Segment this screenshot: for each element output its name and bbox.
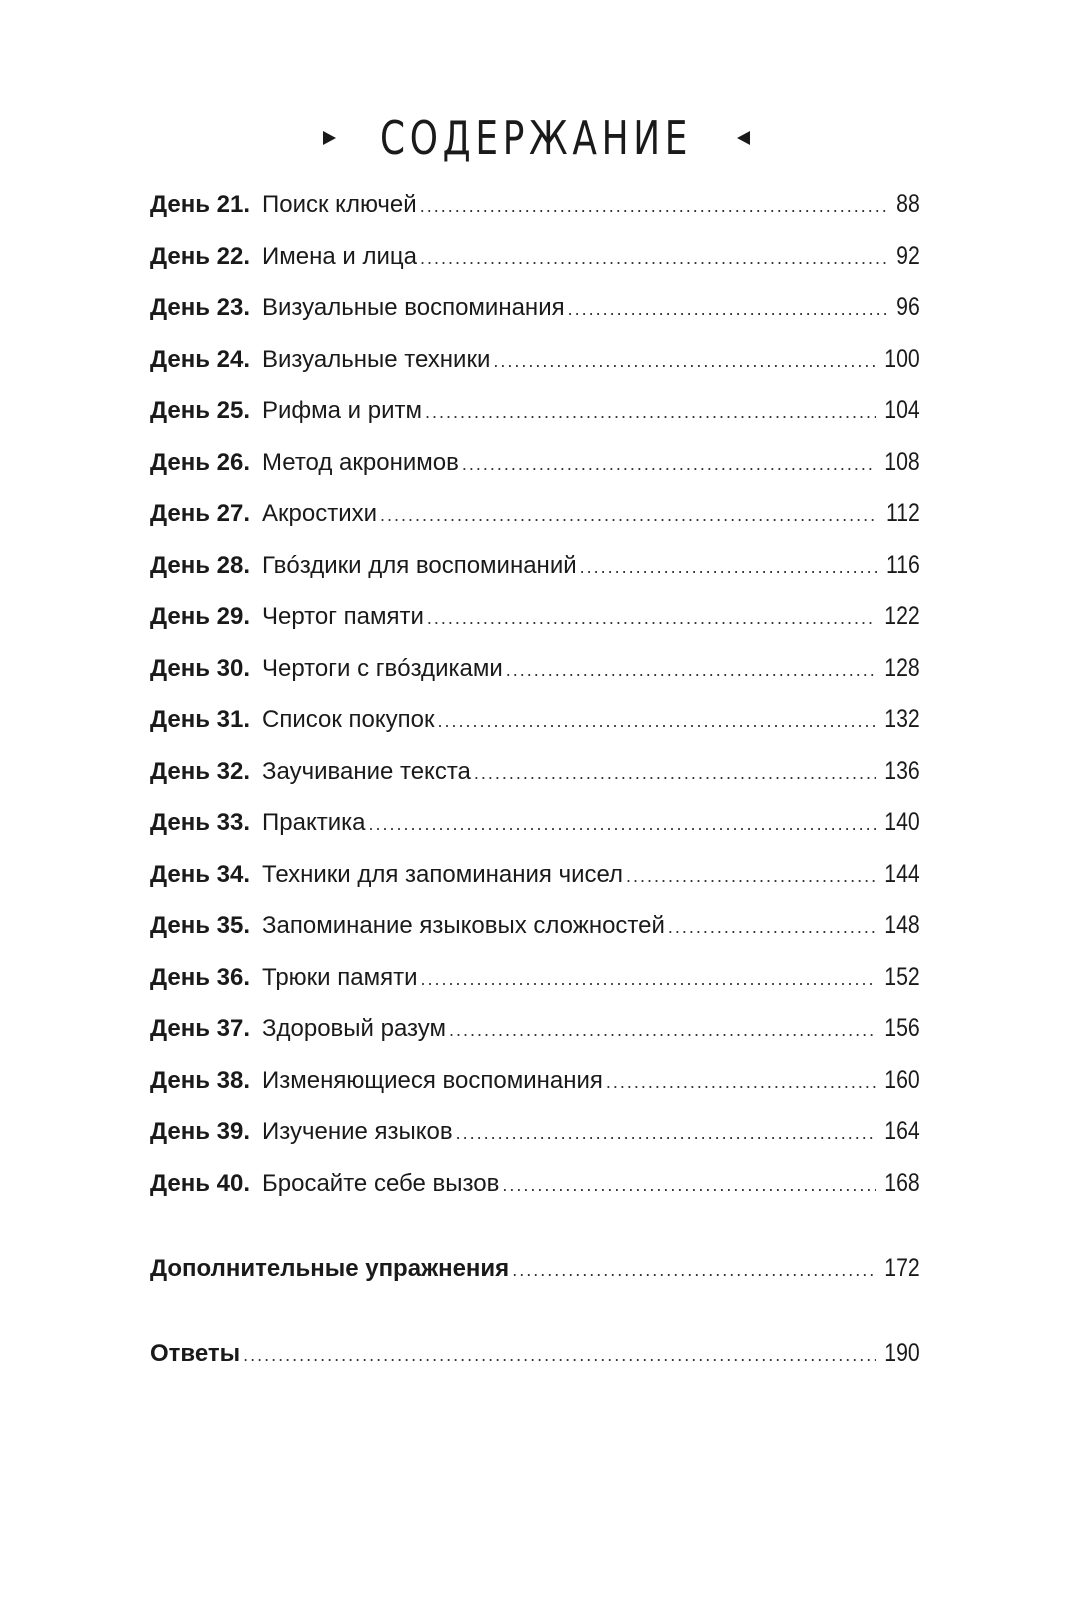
toc-entry-answers [150, 1333, 920, 1375]
entry-title: Техники для запоминания чисел [262, 860, 624, 888]
toc-entry [150, 905, 920, 957]
toc-entry [150, 751, 920, 803]
toc-entry [150, 854, 920, 906]
dot-leader [512, 1250, 876, 1290]
entry-title: Рифма и ритм [262, 397, 422, 424]
day-label: День 21. [150, 191, 251, 218]
toc-entry [150, 699, 920, 751]
toc-entry [150, 1163, 920, 1215]
entry-title: Визуальные техники [262, 345, 491, 373]
toc-entry [150, 648, 920, 700]
entry-title: Список покупок [262, 706, 435, 733]
dot-leader [380, 495, 878, 535]
day-label: День 30. [150, 654, 251, 682]
page-number: 152 [884, 962, 920, 991]
entry-title: Ответы [150, 1340, 241, 1367]
day-label: День 23. [150, 294, 251, 321]
entry-title: Изучение языков [262, 1118, 453, 1145]
dot-leader [626, 856, 876, 896]
day-label: День 37. [150, 1015, 251, 1042]
dot-leader [502, 1165, 876, 1205]
toc-entry [150, 442, 920, 494]
day-label: День 36. [150, 963, 251, 991]
day-label: День 27. [150, 500, 251, 527]
page-number: 108 [884, 447, 920, 476]
day-label: День 31. [150, 706, 251, 733]
entry-title: Здоровый разум [262, 1015, 447, 1042]
toc-entry [150, 287, 920, 339]
page-number: 136 [884, 756, 920, 785]
page-number: 140 [884, 808, 920, 836]
dot-leader [474, 753, 876, 793]
dot-leader [243, 1335, 876, 1375]
entry-title: Метод акронимов [262, 448, 459, 476]
page-number: 190 [884, 1339, 920, 1367]
dot-leader [506, 650, 877, 690]
entry-title: Заучивание текста [262, 757, 471, 785]
page-number: 116 [886, 550, 920, 579]
day-label: День 34. [150, 860, 251, 888]
toc-entry [150, 390, 920, 442]
entry-title: Поиск ключей [262, 191, 417, 218]
dot-leader [425, 392, 876, 432]
entry-title: Запоминание языковых сложностей [262, 912, 665, 939]
day-label: День 22. [150, 242, 251, 270]
page-number: 144 [884, 859, 920, 888]
toc-entry-extra-exercises [150, 1248, 920, 1290]
dot-leader [456, 1113, 877, 1153]
dot-leader [420, 959, 876, 999]
day-label: День 32. [150, 757, 251, 785]
entry-title: Акростихи [262, 500, 378, 527]
page-title: СОДЕРЖАНИЕ [380, 111, 693, 165]
dot-leader [369, 804, 877, 844]
day-label: День 40. [150, 1169, 251, 1197]
dot-leader [606, 1062, 876, 1102]
page-number: 168 [884, 1168, 920, 1197]
contents-heading [0, 108, 1073, 168]
day-label: День 25. [150, 397, 251, 424]
page-number: 122 [884, 602, 920, 630]
dot-leader [427, 598, 876, 638]
toc-entry [150, 184, 920, 236]
toc-entry [150, 1060, 920, 1112]
entry-title: Практика [262, 809, 366, 836]
day-label: День 29. [150, 603, 251, 630]
entry-title: Бросайте себе вызов [262, 1169, 500, 1197]
right-triangle-icon [323, 131, 336, 145]
entry-title: Визуальные воспоминания [262, 294, 565, 321]
page-number: 156 [884, 1014, 920, 1042]
toc-entry [150, 493, 920, 545]
page-number: 88 [896, 190, 920, 218]
entry-title: Чертоги с гвóздиками [262, 654, 503, 682]
day-label: День 38. [150, 1066, 251, 1094]
entry-title: Трюки памяти [262, 963, 418, 991]
page-number: 96 [896, 293, 920, 321]
table-of-contents [150, 184, 920, 1214]
day-label: День 39. [150, 1118, 251, 1145]
toc-entry [150, 1111, 920, 1163]
dot-leader [437, 701, 876, 741]
dot-leader [668, 907, 876, 947]
dot-leader [449, 1010, 876, 1050]
page-number: 160 [884, 1065, 920, 1094]
day-label: День 26. [150, 448, 251, 476]
page-number: 128 [884, 653, 920, 682]
dot-leader [493, 341, 876, 381]
page-number: 104 [884, 396, 920, 424]
dot-leader [420, 186, 891, 226]
entry-title: Гвóздики для воспоминаний [262, 551, 577, 579]
page-number: 112 [886, 499, 920, 527]
toc-entry [150, 339, 920, 391]
entry-title: Чертог памяти [262, 603, 424, 630]
dot-leader [580, 547, 879, 587]
day-label: День 28. [150, 551, 251, 579]
toc-entry [150, 1008, 920, 1060]
dot-leader [420, 238, 890, 278]
toc-entry [150, 957, 920, 1009]
left-triangle-icon [737, 131, 750, 145]
dot-leader [568, 289, 891, 329]
entry-title: Изменяющиеся воспоминания [262, 1066, 603, 1094]
day-label: День 33. [150, 809, 251, 836]
page-number: 132 [884, 705, 920, 733]
page-number: 92 [896, 241, 920, 270]
toc-entry [150, 596, 920, 648]
day-label: День 24. [150, 345, 251, 373]
page-number: 100 [884, 344, 920, 373]
entry-title: Дополнительные упражнения [150, 1255, 510, 1282]
dot-leader [462, 444, 876, 484]
page-number: 172 [884, 1254, 920, 1282]
page-number: 164 [884, 1117, 920, 1145]
day-label: День 35. [150, 912, 251, 939]
toc-entry [150, 545, 920, 597]
page-number: 148 [884, 911, 920, 939]
toc-entry [150, 236, 920, 288]
toc-entry [150, 802, 920, 854]
entry-title: Имена и лица [262, 242, 417, 270]
